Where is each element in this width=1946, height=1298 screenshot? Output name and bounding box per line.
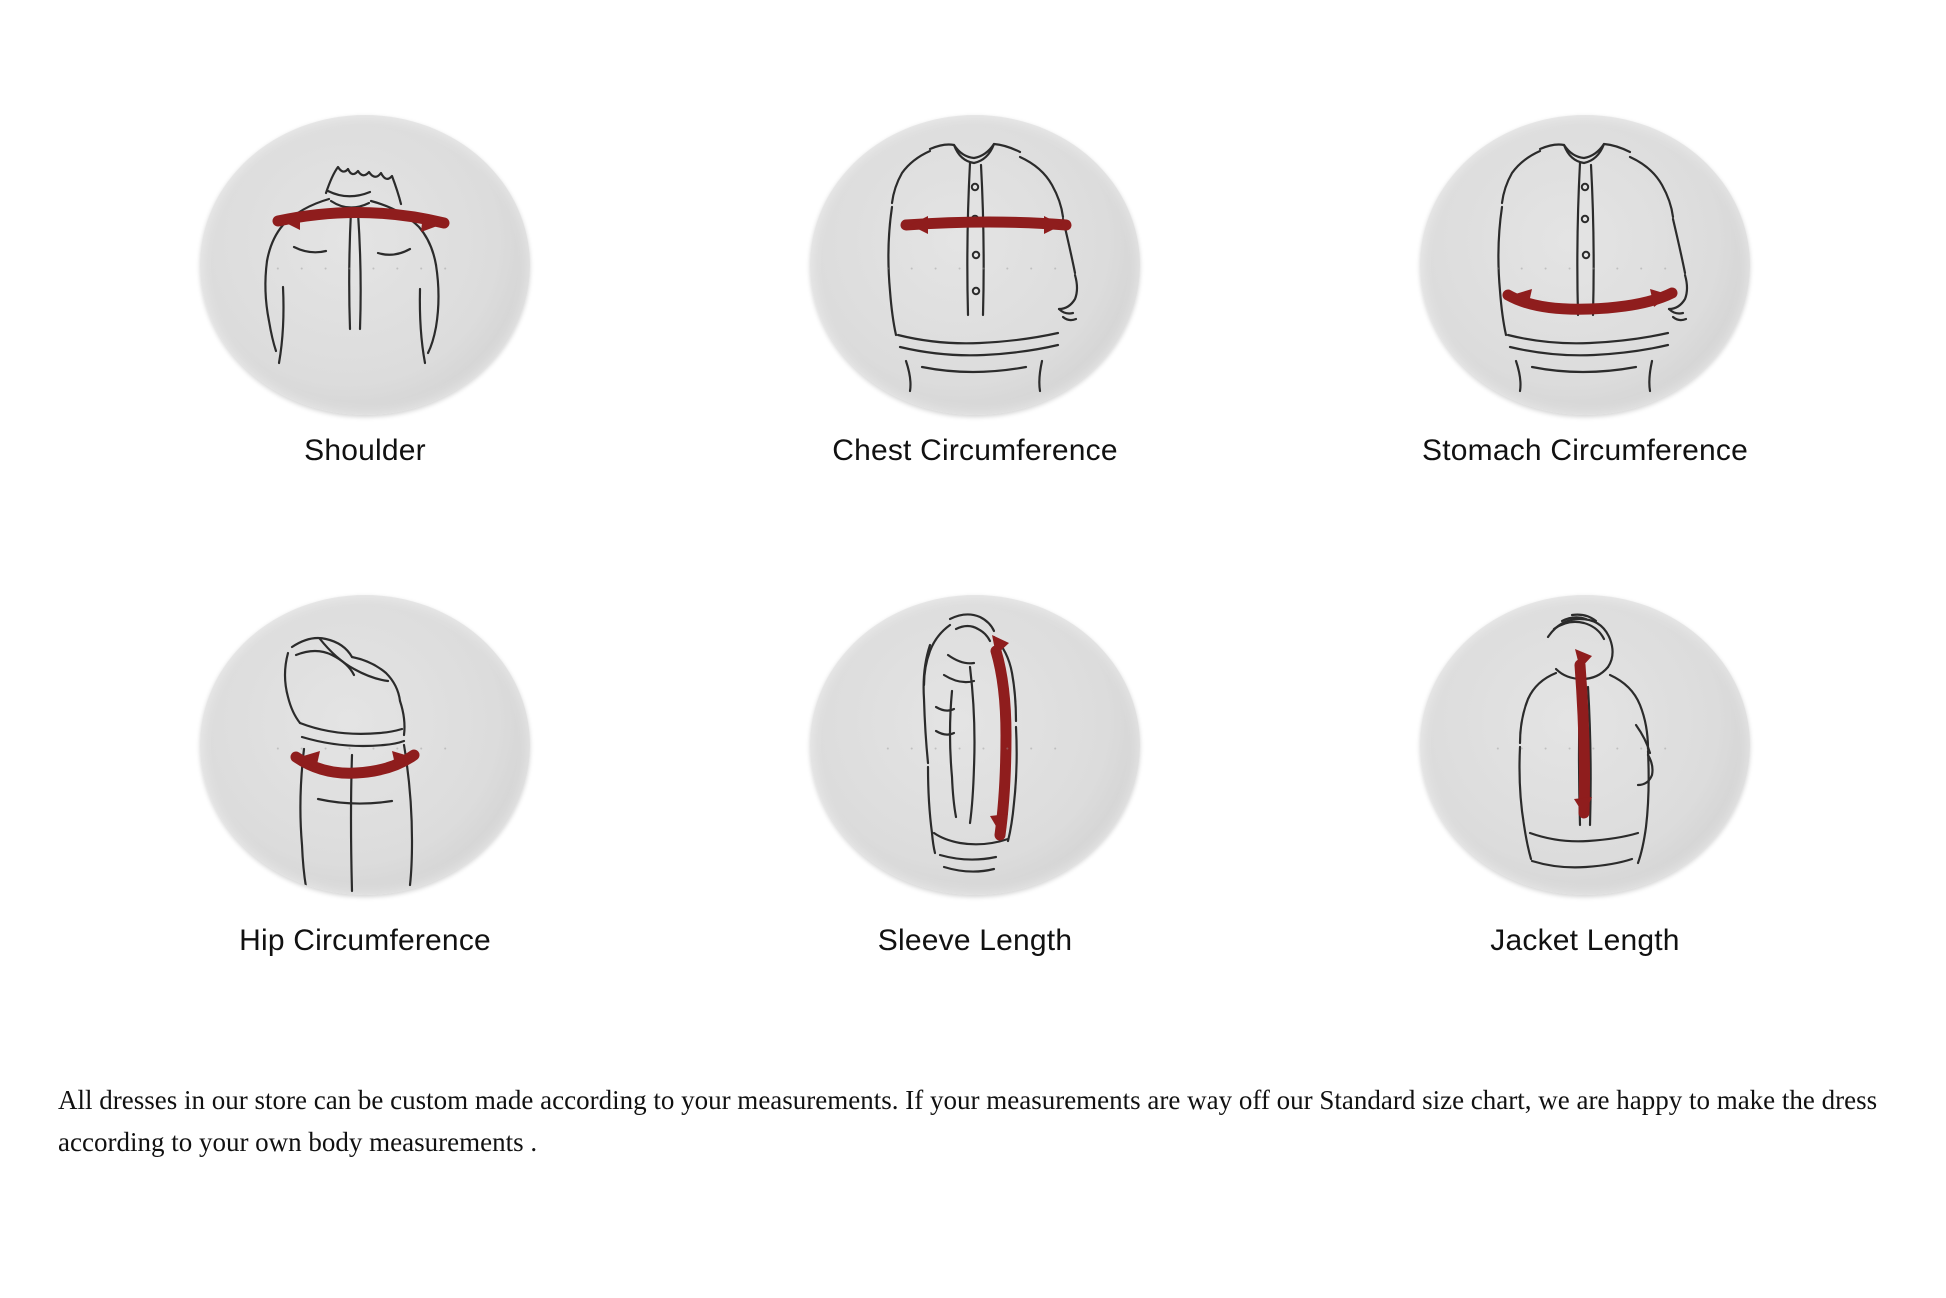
illustration-wrap-chest <box>800 110 1150 420</box>
caption-shoulder: Shoulder <box>304 434 426 467</box>
watermark: · · · · · · · · <box>884 739 1066 758</box>
illustration-wrap-sleeve <box>800 590 1150 900</box>
back-view-jacket-icon <box>1420 595 1750 895</box>
watermark: · · · · · · · · <box>884 259 1066 278</box>
illustration-circle-shoulder <box>200 115 530 415</box>
illustration-wrap-stomach <box>1410 110 1760 420</box>
measurement-item-chest <box>670 110 1280 590</box>
illustration-wrap-shoulder <box>190 110 540 420</box>
illustration-circle-sleeve <box>810 595 1140 895</box>
measurement-item-jacket <box>1280 590 1890 1070</box>
caption-stomach: Stomach Circumference <box>1422 434 1748 467</box>
measure-arrow-shoulder <box>278 212 444 232</box>
illustration-circle-jacket <box>1420 595 1750 895</box>
watermark: · · · · · · · · <box>274 259 456 278</box>
jacket-side-sleeve-icon <box>810 595 1140 895</box>
measurement-item-stomach <box>1280 110 1890 590</box>
back-torso-shoulder-icon <box>200 115 530 415</box>
illustration-wrap-hip <box>190 590 540 900</box>
shirt-front-waist-icon <box>1420 115 1750 415</box>
watermark: · · · · · · · · <box>1494 259 1676 278</box>
watermark: · · · · · · · · <box>1494 739 1676 758</box>
illustration-circle-hip <box>200 595 530 895</box>
caption-chest: Chest Circumference <box>832 434 1118 467</box>
measure-arrow-chest <box>906 216 1066 234</box>
illustration-circle-stomach <box>1420 115 1750 415</box>
measure-arrow-hip <box>296 751 414 773</box>
measurement-item-hip <box>60 590 670 1070</box>
measure-arrow-stomach <box>1508 289 1672 309</box>
watermark: · · · · · · · · <box>274 739 456 758</box>
measurement-grid <box>60 110 1890 1070</box>
illustration-circle-chest <box>810 115 1140 415</box>
illustration-wrap-jacket <box>1410 590 1760 900</box>
caption-hip: Hip Circumference <box>239 924 491 957</box>
footer-note: All dresses in our store can be custom made according to your measurements. If your measurements are way off our Standard size chart, we are happy to make the dress according to your own body measurements . <box>58 1085 1878 1157</box>
measurement-item-sleeve <box>670 590 1280 1070</box>
caption-jacket: Jacket Length <box>1490 924 1680 957</box>
shirt-front-chest-icon <box>810 115 1140 415</box>
measurement-item-shoulder <box>60 110 670 590</box>
caption-sleeve: Sleeve Length <box>877 924 1073 957</box>
lower-body-hip-icon <box>200 595 530 895</box>
measure-arrow-sleeve <box>990 635 1009 835</box>
